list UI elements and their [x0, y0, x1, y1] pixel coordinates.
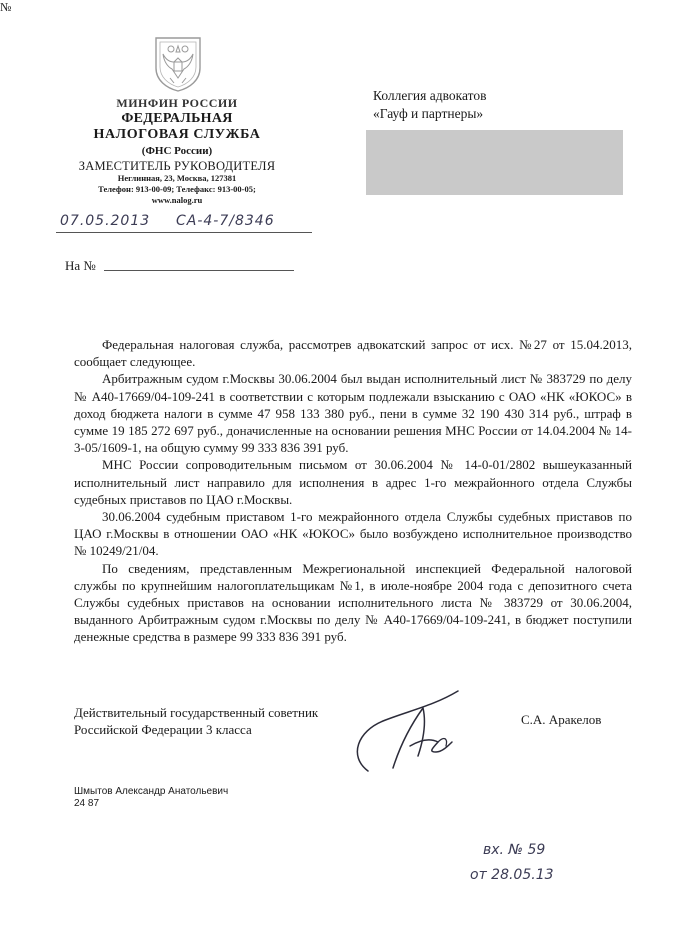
- russian-coat-of-arms-icon: [152, 34, 204, 92]
- body-paragraph: По сведениям, представленным Межрегиональной инспекцией Федеральной налоговой службы по крупнейшим налогоплательщикам №1, в июле-ноябре 2004 года с депозитного счета Службы судебных приставов на основании исполнительного листа № 383729 от 30.06.2004, выданного Арбитражным судом г.Москвы по делу № А40-17669/04-109-241, в бюджет поступили денежные средства в размере 99 333 836 391 руб.: [74, 560, 632, 645]
- body-paragraph: МНС России сопроводительным письмом от 30.06.2004 № 14-0-01/2802 вышеуказанный исполнительный лист направило для исполнения в адрес 1-го межрайонного отдела Службы судебных приставов по ЦАО г.Москвы.: [74, 457, 632, 507]
- sender-position: ЗАМЕСТИТЕЛЬ РУКОВОДИТЕЛЯ: [78, 159, 276, 173]
- signatory-title-line1: Действительный государственный советник: [74, 705, 319, 720]
- service-name-line1: ФЕДЕРАЛЬНАЯ: [121, 111, 233, 126]
- service-name-line2: НАЛОГОВАЯ СЛУЖБА: [93, 127, 261, 142]
- letter-body: [74, 336, 632, 646]
- signatory-title: [74, 704, 318, 738]
- executor-phone: 24 87: [74, 798, 100, 809]
- reference-label: На №: [65, 258, 96, 273]
- registration-underline: [56, 232, 312, 233]
- reference-blank-line: [104, 270, 294, 271]
- body-paragraph: 30.06.2004 судебным приставом 1-го межрайонного отдела Службы судебных приставов по ЦАО г.Москвы в отношении ОАО «НК «ЮКОС» было возбуждено исполнительное производство № 10249/21/04.: [74, 509, 632, 559]
- registration-number: СА-4-7/8346: [176, 213, 275, 229]
- incoming-number: вх. № 59: [483, 842, 546, 858]
- executor-info: [74, 786, 228, 810]
- executor-name: Шмытов Александр Анатольевич: [74, 786, 229, 797]
- registration-number-label: №: [0, 0, 12, 14]
- incoming-date: от 28.05.13: [470, 867, 554, 883]
- redacted-address-block: [366, 130, 623, 195]
- addressee-line2: «Гауф и партнеры»: [373, 106, 484, 121]
- signatory-name: С.А. Аракелов: [521, 712, 602, 727]
- sender-address: Неглинная, 23, Москва, 127381: [117, 173, 237, 183]
- registration-date: 07.05.2013: [60, 213, 151, 229]
- service-abbreviation: (ФНС России): [141, 145, 213, 157]
- addressee-line1: Коллегия адвокатов: [373, 88, 487, 103]
- body-paragraph: Федеральная налоговая служба, рассмотрев адвокатский запрос от исх. №27 от 15.04.2013, сообщает следующее.: [74, 337, 632, 370]
- body-paragraph: Арбитражным судом г.Москвы 30.06.2004 был выдан исполнительный лист № 383729 по делу № А40-17669/04-109-241 в соответствии с которым подлежали взысканию с ОАО «НК «ЮКОС» в доход бюджета налоги в сумме 47 958 133 380 руб., пени в сумме 32 190 430 314 руб., штраф в сумме 19 185 272 697 руб., доначисленные на основании решения МНС России от 14.04.2004 № 14-3-05/1609-1, на общую сумму 99 333 836 391 руб.: [74, 371, 632, 456]
- signatory-title-line2: Российской Федерации 3 класса: [74, 722, 252, 737]
- handwritten-signature: [338, 676, 488, 786]
- ministry-name: МИНФИН РОССИИ: [116, 96, 238, 110]
- sender-phones: Телефон: 913-00-09; Телефакс: 913-00-05;: [98, 184, 256, 194]
- sender-website: www.nalog.ru: [151, 195, 203, 205]
